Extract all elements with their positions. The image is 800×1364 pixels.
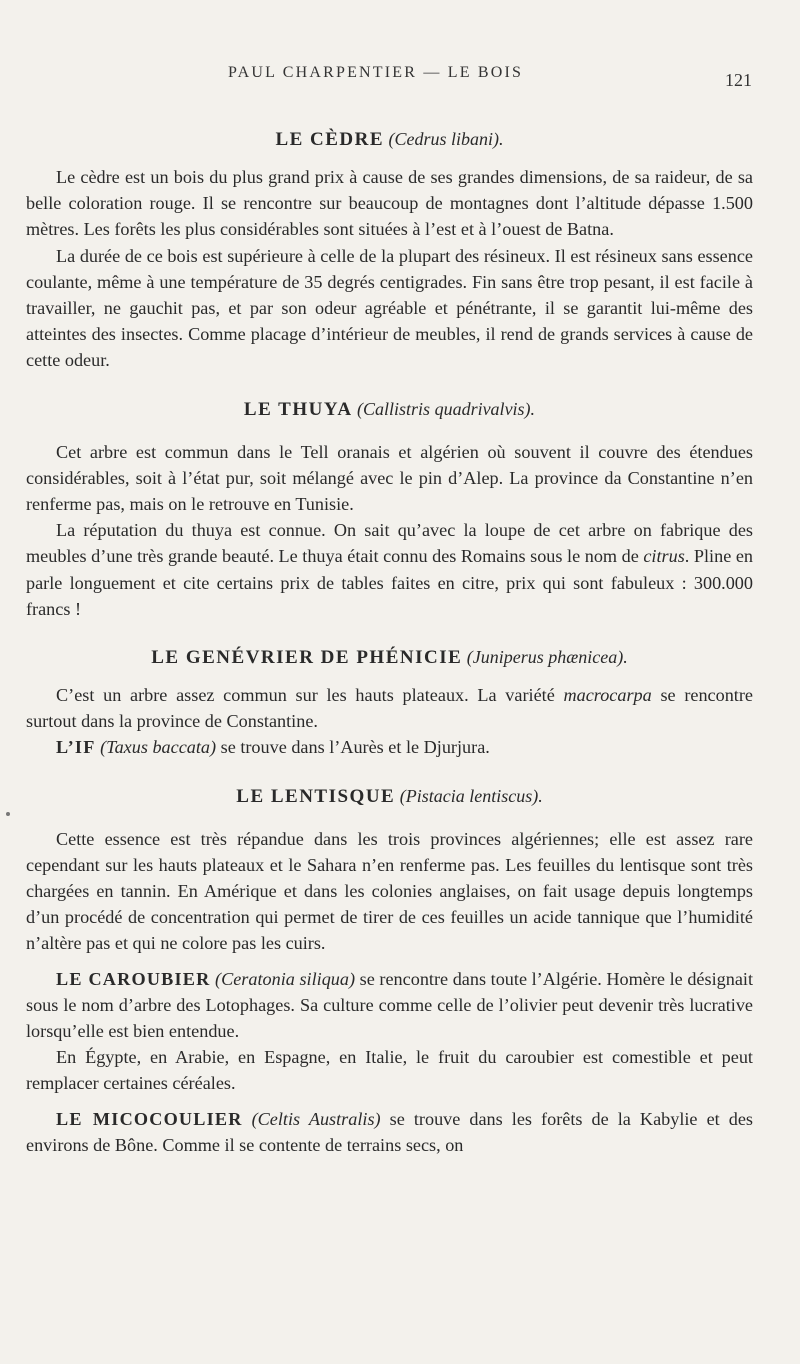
section-title-cedre (26, 124, 753, 155)
text-run: se rencontre surtout dans la province de Constantine. (26, 685, 753, 732)
paragraph (26, 682, 753, 734)
section-title-genevrier (26, 642, 753, 673)
text-run: La réputation du thuya est connue. On sait qu’avec la loupe de cet arbre on fabrique des meubles d’une très grande beauté. Le thuya était connu des Romains sous le nom de (26, 520, 753, 567)
scientific-name: (Pistacia lentiscus). (399, 785, 543, 806)
inline-title: L’IF (56, 737, 96, 758)
section-name: LE LENTISQUE (236, 785, 396, 807)
paragraph: Cet arbre est commun dans le Tell oranais et algérien où souvent il couvre des étendues considérables, soit à l’état pur, soit mélangé avec le pin d’Alep. La province da Constantine n’en renferme pas, mais on le retrouve en Tunisie. (26, 441, 753, 515)
section-title-lentisque (26, 781, 753, 812)
text-run-italic: macrocarpa (563, 685, 652, 706)
section-name: LE GENÉVRIER DE PHÉNICIE (151, 647, 463, 669)
inline-title: LE CAROUBIER (56, 968, 211, 989)
paragraph-caroubier (26, 966, 753, 1045)
scientific-name: (Ceratonia siliqua) (215, 968, 356, 989)
paragraph: Le cèdre est un bois du plus grand prix à cause de ses grandes dimensions, de sa raideur, de sa belle coloration rouge. Il se rencontre sur beaucoup de montagnes dont l’altitude dépasse 1.500 mètres. Les forêts les plus considérables sont situées à l’est et à l’ouest de Batna. (26, 167, 753, 240)
paragraph (26, 517, 753, 622)
paragraph-if (26, 734, 753, 760)
scientific-name: (Juniperus phænicea). (466, 647, 628, 668)
scientific-name: (Callistris quadrivalvis). (357, 398, 536, 419)
page-content (26, 124, 753, 1158)
running-header: PAUL CHARPENTIER — LE BOIS (228, 64, 524, 81)
paragraph: La durée de ce bois est supérieure à celle de la plupart des résineux. Il est résineux sans essence coulante, même à une température de 35 degrés centigrades. Fin sans être trop pesant, il est facile à travailler, ne gauchit pas, et par son odeur agréable et pénétrante, il se garantit lui-même des atteintes des insectes. Comme placage d’intérieur de meubles, il rend de grands services à cause de cette odeur. (26, 245, 753, 371)
scientific-name: (Taxus baccata) (100, 737, 217, 758)
text-run: se trouve dans les forêts de la Kabylie et des environs de Bône. Comme il se contente de terrains secs, on (26, 1108, 753, 1155)
paragraph: En Égypte, en Arabie, en Espagne, en Italie, le fruit du caroubier est comestible et peut remplacer certaines céréales. (26, 1047, 753, 1094)
scientific-name: (Celtis Australis) (251, 1108, 381, 1129)
text-run: se rencontre dans toute l’Algérie. Homère le désignait sous le nom d’arbre des Lotophages. Sa culture comme celle de l’olivier peut devenir très lucrative lorsqu’elle est bien entendue. (26, 968, 754, 1042)
scientific-name: (Cedrus libani). (388, 129, 504, 149)
inline-title: LE MICOCOULIER (56, 1108, 243, 1129)
paragraph-micocoulier (26, 1106, 753, 1158)
text-run: se trouve dans l’Aurès et le Djurjura. (216, 737, 490, 758)
text-run-italic: citrus (643, 546, 685, 567)
section-name: LE THUYA (243, 398, 353, 420)
section-name: LE CÈDRE (275, 129, 385, 150)
page-number: 121 (725, 70, 752, 90)
paragraph: Cette essence est très répandue dans les trois provinces algériennes; elle est assez rare cependant sur les hauts plateaux et le Sahara n’en renferme pas. Les feuilles du lentisque sont très chargées en tannin. En Amérique et dans les colonies anglaises, on fait usage depuis longtemps d’un procédé de concentration qui permet de tirer de ces feuilles un acide tannique que l’humidité n’altère pas et qui ne colore pas les cuirs. (26, 828, 753, 954)
section-title-thuya (26, 394, 753, 425)
print-speck (6, 812, 10, 816)
text-run: C’est un arbre assez commun sur les hauts plateaux. La variété (56, 685, 564, 706)
text-run: . Pline en parle longuement et cite certains prix de tables faites en citre, prix qui sont fabuleux : 300.000 francs ! (26, 546, 753, 619)
